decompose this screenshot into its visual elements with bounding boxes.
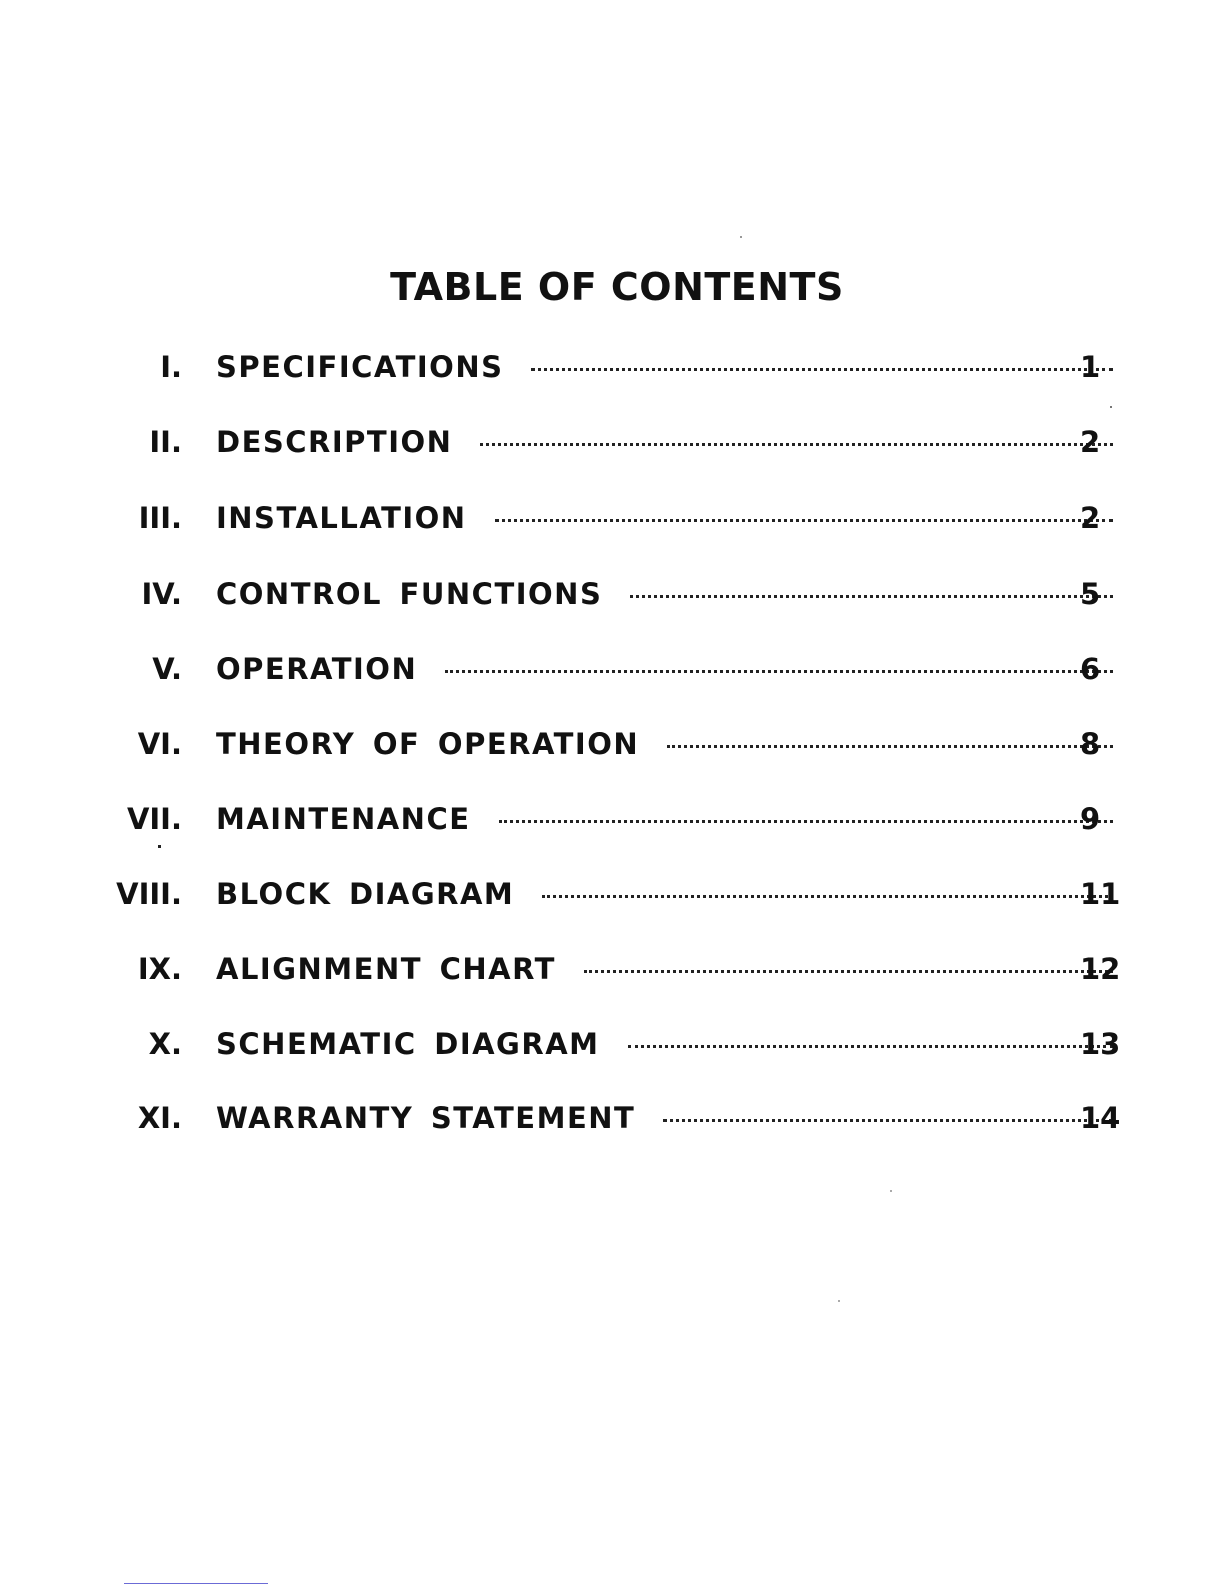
scan-speck bbox=[158, 845, 161, 848]
toc-entry-maintenance[interactable] bbox=[0, 797, 1225, 841]
toc-label: INSTALLATION bbox=[216, 501, 467, 535]
toc-entry-text bbox=[216, 872, 1121, 916]
toc-entry-text bbox=[216, 1022, 1121, 1066]
toc-numeral: IV. bbox=[141, 577, 182, 611]
toc-numeral: II. bbox=[149, 425, 182, 459]
toc-label: CONTROL FUNCTIONS bbox=[216, 577, 603, 611]
toc-label: MAINTENANCE bbox=[216, 802, 471, 836]
toc-entry-description[interactable] bbox=[0, 420, 1225, 464]
toc-page-number: 13 bbox=[1080, 1027, 1121, 1061]
toc-page-number: 2 bbox=[1080, 425, 1101, 459]
toc-page-number: 2 bbox=[1080, 501, 1101, 535]
toc-entry-block-diagram[interactable] bbox=[0, 872, 1225, 916]
toc-page-number: 9 bbox=[1080, 802, 1101, 836]
toc-page-number: 8 bbox=[1080, 727, 1101, 761]
dot-leader bbox=[445, 670, 1113, 673]
toc-label: ALIGNMENT CHART bbox=[216, 952, 556, 986]
dot-leader bbox=[495, 519, 1113, 522]
dot-leader bbox=[542, 895, 1113, 898]
dot-leader bbox=[480, 443, 1113, 446]
toc-page-number: 1 bbox=[1080, 350, 1101, 384]
dot-leader bbox=[499, 820, 1113, 823]
scan-speck bbox=[740, 236, 742, 238]
toc-entry-text bbox=[216, 647, 1121, 691]
scan-speck bbox=[838, 1300, 840, 1302]
dot-leader bbox=[628, 1045, 1114, 1048]
dot-leader bbox=[630, 595, 1113, 598]
page-title: TABLE OF CONTENTS bbox=[390, 265, 844, 309]
toc-numeral: V. bbox=[152, 652, 182, 686]
toc-page-number: 5 bbox=[1080, 577, 1101, 611]
toc-label: DESCRIPTION bbox=[216, 425, 453, 459]
toc-entry-text bbox=[216, 947, 1121, 991]
toc-entry-operation[interactable] bbox=[0, 647, 1225, 691]
toc-page-number: 6 bbox=[1080, 652, 1101, 686]
toc-numeral: I. bbox=[160, 350, 182, 384]
toc-page-number: 11 bbox=[1080, 877, 1121, 911]
toc-numeral: X. bbox=[148, 1027, 182, 1061]
toc-entry-text bbox=[216, 420, 1121, 464]
toc-numeral: VIII. bbox=[116, 877, 182, 911]
toc-entry-theory-of-operation[interactable] bbox=[0, 722, 1225, 766]
toc-entry-installation[interactable] bbox=[0, 496, 1225, 540]
dot-leader bbox=[663, 1119, 1113, 1122]
toc-entry-text bbox=[216, 572, 1121, 616]
toc-entry-schematic-diagram[interactable] bbox=[0, 1022, 1225, 1066]
toc-page-number: 12 bbox=[1080, 952, 1121, 986]
toc-label: OPERATION bbox=[216, 652, 418, 686]
toc-numeral: XI. bbox=[137, 1101, 182, 1135]
toc-label: WARRANTY STATEMENT bbox=[216, 1101, 636, 1135]
dot-leader bbox=[584, 970, 1113, 973]
toc-numeral: III. bbox=[138, 501, 182, 535]
bottom-edge-line bbox=[124, 1583, 268, 1584]
toc-label: SPECIFICATIONS bbox=[216, 350, 504, 384]
toc-entry-warranty-statement[interactable] bbox=[0, 1096, 1225, 1140]
toc-page-number: 14 bbox=[1080, 1101, 1121, 1135]
scan-speck bbox=[890, 1190, 892, 1192]
toc-entry-text bbox=[216, 722, 1121, 766]
toc-entry-control-functions[interactable] bbox=[0, 572, 1225, 616]
scan-speck bbox=[1110, 406, 1112, 408]
dot-leader bbox=[667, 745, 1113, 748]
toc-entry-text bbox=[216, 1096, 1121, 1140]
toc-label: THEORY OF OPERATION bbox=[216, 727, 640, 761]
toc-entry-specifications[interactable] bbox=[0, 345, 1225, 389]
dot-leader bbox=[531, 368, 1113, 371]
toc-label: BLOCK DIAGRAM bbox=[216, 877, 515, 911]
toc-entry-text bbox=[216, 797, 1121, 841]
toc-entry-text bbox=[216, 345, 1121, 389]
toc-label: SCHEMATIC DIAGRAM bbox=[216, 1027, 600, 1061]
toc-numeral: VII. bbox=[126, 802, 182, 836]
toc-numeral: IX. bbox=[137, 952, 182, 986]
toc-numeral: VI. bbox=[137, 727, 182, 761]
toc-entry-text bbox=[216, 496, 1121, 540]
toc-entry-alignment-chart[interactable] bbox=[0, 947, 1225, 991]
